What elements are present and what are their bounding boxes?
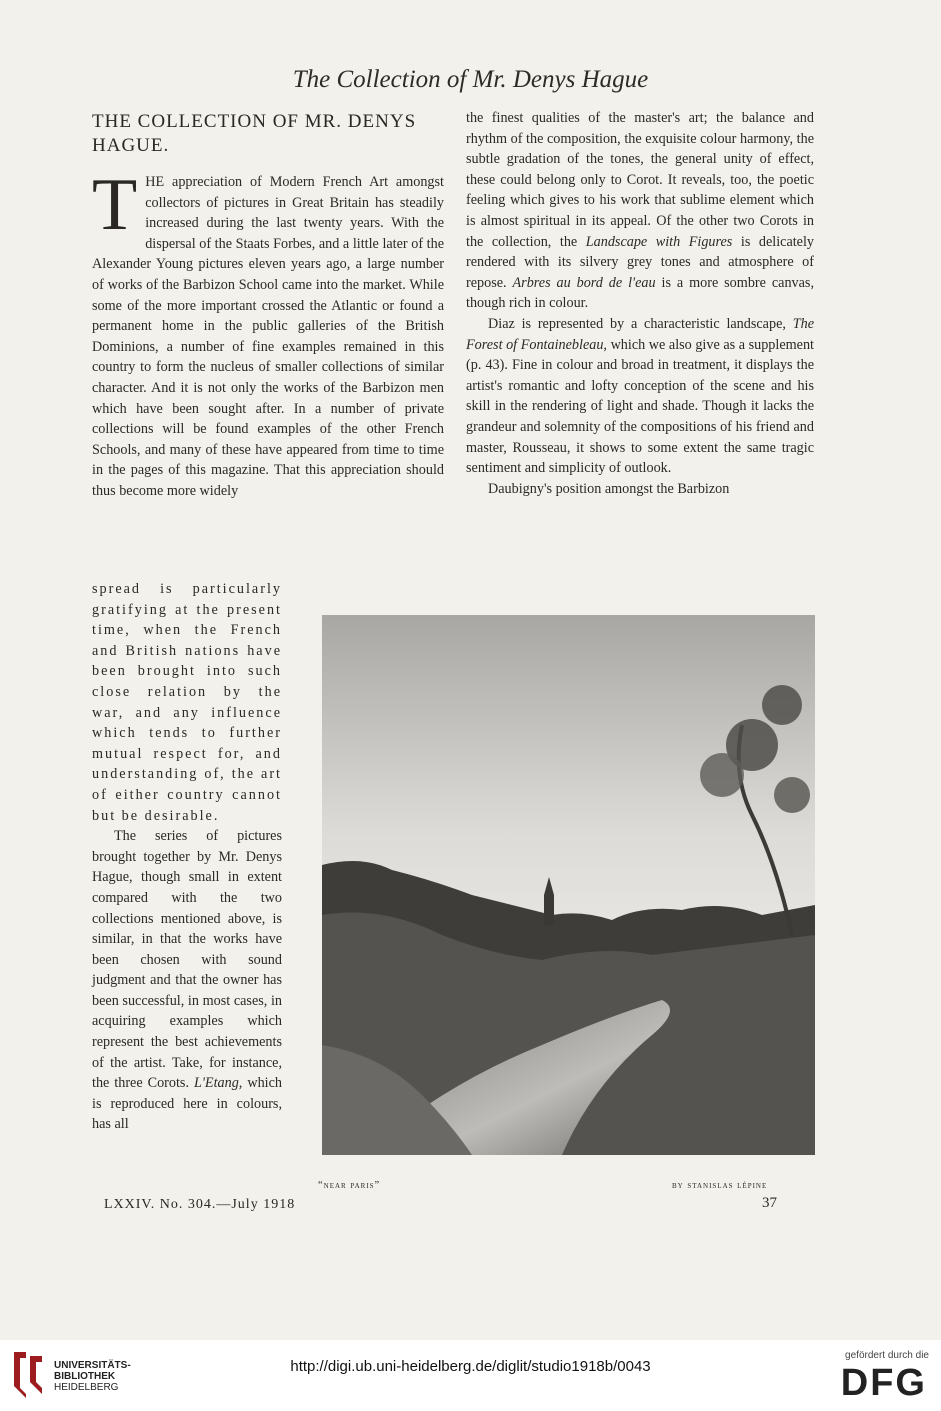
dfg-logo: DFG: [840, 1362, 927, 1404]
paragraph-series: [92, 826, 282, 1135]
plate-caption-artist: by stanislas lépine: [672, 1180, 768, 1191]
paragraph-continued: spread is particularly gratifying at the present time, when the French and British nations have been brought into such close relation by the war, and any influence which tends to further mutual respect for, and understanding of, the art of either country cannot but be desirable.: [92, 581, 282, 824]
issue-folio: LXXIV. No. 304.—July 1918: [104, 1197, 296, 1212]
diaz-text: Diaz is represented by a characteristic landscape,: [488, 315, 786, 332]
series-text-end: which is reproduced here in colours, has all: [92, 1075, 283, 1133]
left-column: [92, 164, 444, 502]
corot-text-2: is delicately rendered with its silvery grey tones and atmosphere of repose.: [466, 233, 815, 291]
article-title: THE COLLECTION OF MR. DENYS HAGUE.: [92, 111, 417, 156]
drop-cap: T: [92, 164, 138, 246]
corot-text: the finest qualities of the master's art; the balance and rhythm of the composition, the exquisite colour harmony, the subtle gradation of the tones, the general unity of effect, these could belong only to Corot. It reveals, too, the poetic feeling which gives to his work that sublime element which is almost spiritual in its appeal. Of the other two Corots in the collection, the: [466, 110, 814, 250]
permalink-url[interactable]: http://digi.ub.uni-heidelberg.de/diglit/studio1918b/0043: [290, 1358, 651, 1375]
title-arbres: Arbres au bord de l'eau: [512, 274, 656, 291]
painting-image: [322, 615, 815, 1155]
narrow-column: [92, 579, 282, 1135]
title-forest-fontainebleau: The Forest of Fontainebleau,: [466, 315, 814, 353]
funded-by-label: gefördert durch die: [845, 1350, 929, 1361]
paragraph-daubigny: Daubigny's position amongst the Barbizon: [488, 480, 730, 497]
diaz-text-2: which we also give as a supplement (p. 43). Fine in colour and broad in treatment, it displays the artist's romantic and lofty conception of the scene and his skill in the rendering of light and shade. Though it lacks the grandeur and solemnity of the compositions of his friend and master, Rousseau, it shows to some extent the same tragic sentiment and simplicity of outlook.: [466, 336, 814, 477]
page-number: 37: [762, 1195, 777, 1211]
paragraph-intro: [92, 164, 444, 502]
title-letang: L'Etang,: [193, 1075, 243, 1092]
library-name: UNIVERSITÄTS- BIBLIOTHEK HEIDELBERG: [54, 1360, 131, 1393]
digitization-footer: [0, 1340, 941, 1411]
plate-caption-title: “near paris”: [318, 1180, 381, 1191]
right-column: [466, 108, 814, 499]
intro-text: HE appreciation of Modern French Art amongst collectors of pictures in Great Britain has steadily increased during the last twenty years. With the dispersal of the Staats Forbes, and a little later of the Alexander Young pictures eleven years ago, a large number of works of the Barbizon School came into the market. While some of the more important crossed the Atlantic or found a permanent home in the public galleries of the British Dominions, a number of fine examples remained in this country to form the nucleus of smaller collections of similar character. And it is not only the works of the Barbizon men which have been sought after. In a number of private collections will be found examples of the other French Schools, and many of these have appeared from time to time in the pages of this magazine. That this appreciation should thus become more widely: [92, 174, 444, 499]
corot-text-3: is a more sombre canvas, though rich in colour.: [466, 274, 814, 312]
title-landscape-figures: Landscape with Figures: [585, 233, 733, 250]
series-text: The series of pictures brought together by Mr. Denys Hague, though small in extent compared with the two collections mentioned above, is similar, in that the works have been chosen with sound judgment and that the owner has been successful, in most cases, in acquiring examples which represent the best achievements of the artist. Take, for instance, the three Corots.: [92, 828, 282, 1092]
plate-painting: [322, 615, 815, 1155]
paragraph-diaz: [466, 314, 814, 479]
running-head: The Collection of Mr. Denys Hague: [292, 66, 649, 93]
paragraph-corot: [466, 108, 814, 314]
